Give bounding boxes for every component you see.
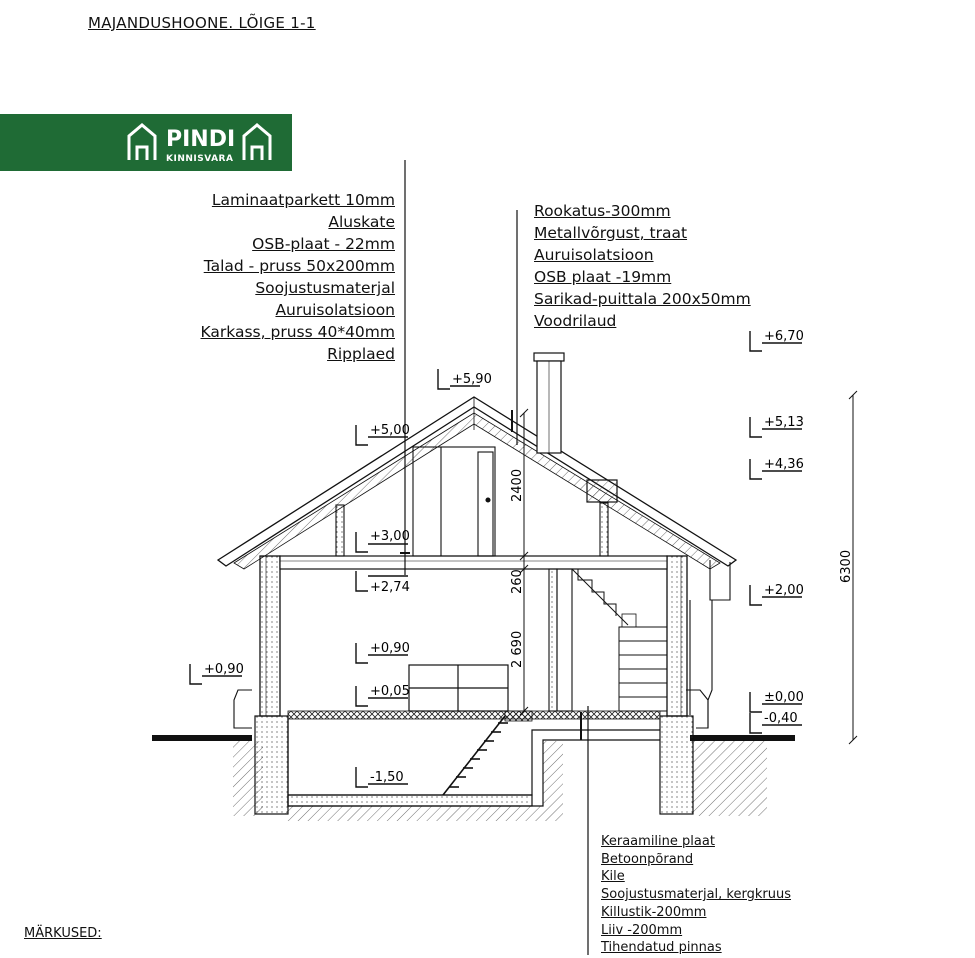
level-label: +5,13: [764, 415, 804, 430]
roof-layer-item: Metallvõrgust, traat: [534, 224, 688, 242]
roof-layer-item: OSB plaat -19mm: [534, 268, 672, 286]
ground-layer-item: Keraamiline plaat: [601, 834, 715, 849]
roof-layer-item: Auruisolatsioon: [534, 246, 654, 264]
ground-layer-list: [601, 833, 791, 957]
level-label: +5,00: [370, 423, 410, 438]
level-label: +4,36: [764, 457, 804, 472]
stairs: [572, 569, 667, 711]
floor-layer-item: Ripplaed: [327, 345, 395, 363]
roof: [218, 397, 736, 569]
floor-layer-item: Aluskate: [328, 213, 395, 231]
floor-layer-item: Auruisolatsioon: [275, 301, 395, 319]
level-label: +6,70: [764, 329, 804, 344]
cabinet: [409, 665, 508, 711]
floor-layer-item: Laminaatparkett 10mm: [211, 191, 395, 209]
ground-layer-item: Soojustusmaterjal, kergkruus: [601, 887, 791, 903]
drawing-title: MAJANDUSHOONE. LÕIGE 1-1: [88, 14, 316, 32]
roof-layer-list: [534, 200, 751, 332]
notes-label: MÄRKUSED:: [24, 926, 102, 941]
dim-attic-height: 2400: [510, 468, 525, 502]
level-label: +0,90: [204, 662, 244, 677]
cellar-hatch: [505, 711, 532, 721]
roof-layer-item: Sarikad-puittala 200x50mm: [534, 290, 751, 308]
floor-layer-item: Talad - pruss 50x200mm: [203, 257, 395, 275]
level-label: +0,05: [370, 684, 410, 699]
ground-layer-item: Liiv -200mm: [601, 922, 683, 938]
level-label-ridge: +5,90: [452, 372, 492, 387]
logo-subtitle: KINNISVARA: [166, 154, 234, 164]
interior-partition: [549, 569, 572, 711]
level-label: -0,40: [764, 711, 798, 726]
ground-layer-item: Killustik-200mm: [601, 904, 707, 920]
floor-layer-item: Soojustusmaterjal: [255, 279, 395, 297]
floor-layer-item: OSB-plaat - 22mm: [252, 235, 395, 253]
level-marker: [750, 331, 802, 733]
foundation: [255, 716, 693, 814]
cellar-ladder: [443, 716, 508, 795]
level-label: +0,90: [370, 641, 410, 656]
dim-total-height: 6300: [839, 549, 854, 583]
roof-layer-item: Voodrilaud: [534, 312, 617, 330]
ground-layer-item: Kile: [601, 869, 625, 885]
floor-layer-list: [201, 189, 395, 365]
floor-slab: [288, 711, 660, 719]
level-label: -1,50: [370, 770, 404, 785]
level-label: ±0,00: [764, 690, 804, 705]
intermediate-floor: [280, 556, 667, 569]
level-label: +2,74: [370, 580, 410, 595]
floor-layer-item: Karkass, pruss 40*40mm: [200, 323, 395, 341]
dim-floor-thickness: 260: [510, 569, 525, 594]
logo-name: PINDI: [166, 127, 236, 152]
ground-line: [152, 735, 795, 741]
level-label: +2,00: [764, 583, 804, 598]
ground-layer-item: Tihendatud pinnas: [601, 940, 722, 956]
dim-room-height: 2 690: [510, 630, 525, 668]
level-label: +3,00: [370, 529, 410, 544]
roof-layer-item: Rookatus-300mm: [534, 202, 671, 220]
ground-layer-item: Betoonpõrand: [601, 851, 694, 867]
